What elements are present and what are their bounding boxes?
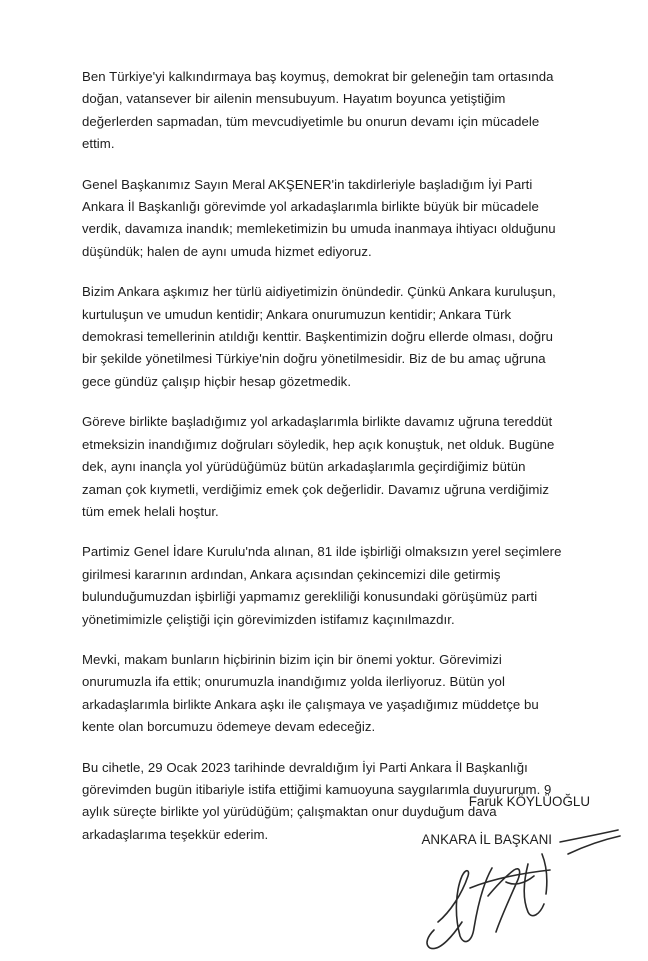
paragraph-4 bbox=[82, 411, 594, 523]
text-line: demokrasi temellerinin atıldığı kenttir. Başkentimizin doğru ellerde olması, doğru bbox=[82, 329, 554, 345]
text-line: etmeksizin inandığımız doğruları söyledik, hep açık konuştuk, net olduk. Bugüne bbox=[82, 436, 555, 452]
signatory-name: Faruk KÖYLÜOĞLU bbox=[468, 794, 590, 809]
text-line: gece gündüz çalışıp hiçbir hesap gözetmedik. bbox=[82, 373, 352, 389]
text-line: arkadaşlarıma teşekkür ederim. bbox=[82, 826, 269, 842]
text-line: verdik, davamıza inandık; memleketimizin bu umuda inanmaya ihtiyacı olduğunu bbox=[82, 221, 556, 237]
text-line: Genel Başkanımız Sayın Meral AKŞENER'in takdirleriyle başladığım İyi Parti bbox=[82, 176, 533, 192]
text-line: Mevki, makam bunların hiçbirinin bizim için bir önemi yoktur. Görevimizi bbox=[82, 651, 502, 667]
text-line: arkadaşlarımla birlikte Ankara aşkı ile çalışmaya ve yaşadığımız müddetçe bu bbox=[82, 696, 539, 712]
text-line: kente olan borcumuzu ödemeye devam edeceğiz. bbox=[82, 719, 376, 735]
paragraph-1 bbox=[82, 66, 594, 156]
text-line: Bizim Ankara aşkımız her türlü aidiyetimizin önündedir. Çünkü Ankara kuruluşun, bbox=[82, 284, 556, 300]
paragraph-3 bbox=[82, 281, 594, 393]
text-line: Partimiz Genel İdare Kurulu'nda alınan, 81 ilde işbirliği olmaksızın yerel seçimlere bbox=[82, 544, 562, 560]
paragraph-6 bbox=[82, 649, 594, 739]
text-line: düşündük; halen de aynı umuda hizmet ediyoruz. bbox=[82, 243, 372, 259]
text-line: doğan, vatansever bir ailenin mensubuyum. Hayatım boyunca yetiştiğim bbox=[82, 91, 506, 107]
text-line: aylık süreçte birlikte yol yürüdüğüm; çalışmaktan onur duyduğum dava bbox=[82, 804, 497, 820]
signatory-title: ANKARA İL BAŞKANI bbox=[421, 832, 552, 847]
text-line: zaman çok kıymetli, verdiğimiz emek çok değerlidir. Davamız uğruna verdiğimiz bbox=[82, 481, 550, 497]
paragraph-2 bbox=[82, 174, 594, 264]
text-line: onurumuzla ifa ettik; onurumuzla inandığımız yolda ilerliyoruz. Bütün yol bbox=[82, 674, 505, 690]
text-line: Bu cihetle, 29 Ocak 2023 tarihinde devraldığım İyi Parti Ankara İl Başkanlığı bbox=[82, 759, 528, 775]
text-line: kurtuluşun ve umudun kentidir; Ankara onurumuzun kentidir; Ankara Türk bbox=[82, 306, 512, 322]
text-line: girilmesi kararının ardından, Ankara açısından çekincemizi dile getirmiş bbox=[82, 566, 501, 582]
handwritten-signature bbox=[410, 824, 630, 954]
text-line: tüm emek helali hoştur. bbox=[82, 503, 219, 519]
text-line: bulunduğumuzdan işbirliği yapmamız gerekliliği konusundaki görüşümüz parti bbox=[82, 589, 538, 605]
text-line: bir şekilde yönetilmesi Türkiye'nin doğru yönetilmesidir. Biz de bu amaç uğruna bbox=[82, 351, 546, 367]
text-line: görevimden bugün itibariyle istifa ettiğimi kamuoyuna saygılarımla duyururum. 9 bbox=[82, 781, 552, 797]
text-line: Göreve birlikte başladığımız yol arkadaşlarımla birlikte davamız uğruna tereddüt bbox=[82, 414, 553, 430]
text-line: değerlerden sapmadan, tüm mevcudiyetimle bu onurun devamı için mücadele bbox=[82, 113, 540, 129]
letter-body bbox=[82, 66, 594, 864]
text-line: dek, aynı inançla yol yürüdüğümüz bütün arkadaşlarımla geçirdiğimiz bütün bbox=[82, 459, 526, 475]
text-line: Ben Türkiye'yi kalkındırmaya baş koymuş, demokrat bir geleneğin tam ortasında bbox=[82, 69, 554, 84]
text-line: Ankara İl Başkanlığı görevimde yol arkadaşlarımla birlikte büyük bir mücadele bbox=[82, 199, 539, 215]
text-line: ettim. bbox=[82, 136, 115, 152]
paragraph-5 bbox=[82, 541, 594, 631]
text-line: yönetimimizle çeliştiği için görevimizden istifamız kaçınılmazdır. bbox=[82, 611, 455, 627]
